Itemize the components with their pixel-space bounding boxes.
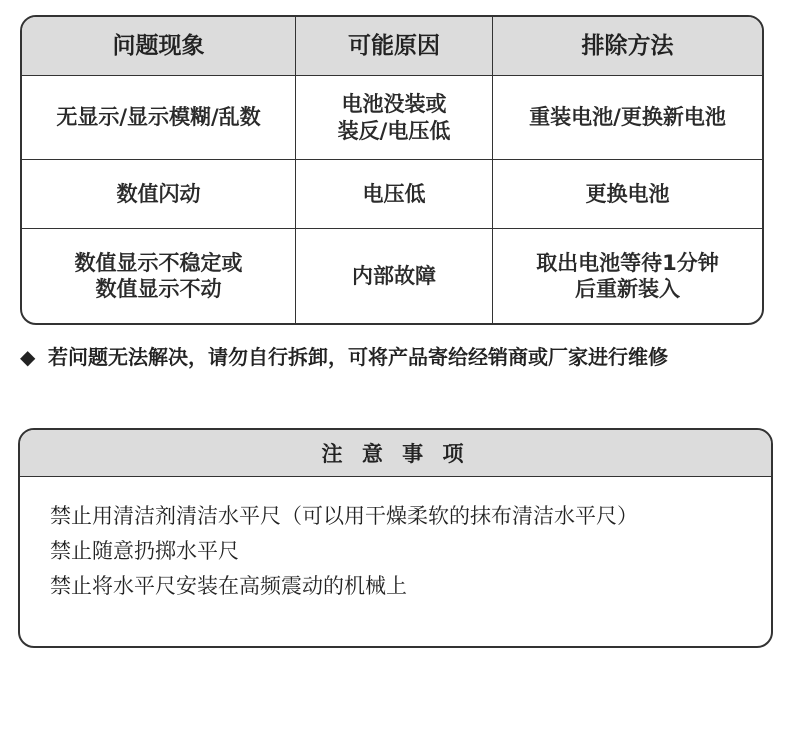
table-cell-symptom: 无显示/显示模糊/乱数	[22, 76, 296, 160]
table-cell-solution: 重装电池/更换新电池	[493, 76, 762, 160]
table-cell-solution: 更换电池	[493, 160, 762, 229]
repair-note	[20, 343, 680, 372]
notice-list	[20, 477, 771, 604]
notice-item: 禁止将水平尺安装在高频震动的机械上	[50, 574, 407, 598]
table-cell-symptom: 数值显示不稳定或 数值显示不动	[22, 229, 296, 323]
notice-title: 注 意 事 项	[20, 430, 771, 477]
notice-item: 禁止用清洁剂清洁水平尺（可以用干燥柔软的抹布清洁水平尺）	[50, 504, 638, 528]
table-cell-solution: 取出电池等待1分钟 后重新装入	[536, 250, 719, 301]
table-cell-cause: 电压低	[296, 160, 493, 229]
table-cell-cause: 内部故障	[296, 229, 493, 323]
notice-item: 禁止随意扔掷水平尺	[50, 539, 239, 563]
table-header-solution: 排除方法	[493, 17, 762, 76]
table-cell-cause: 电池没装或 装反/电压低	[296, 76, 493, 160]
table-header-cause: 可能原因	[296, 17, 493, 76]
repair-note-text: 若问题无法解决，请勿自行拆卸，可将产品寄给经销商或厂家进行维修	[48, 345, 668, 369]
troubleshooting-table	[20, 15, 764, 325]
diamond-bullet-icon: ◆	[20, 345, 36, 369]
table-header-symptom: 问题现象	[22, 17, 296, 76]
table-cell-symptom: 数值闪动	[22, 160, 296, 229]
notice-box	[18, 428, 773, 648]
